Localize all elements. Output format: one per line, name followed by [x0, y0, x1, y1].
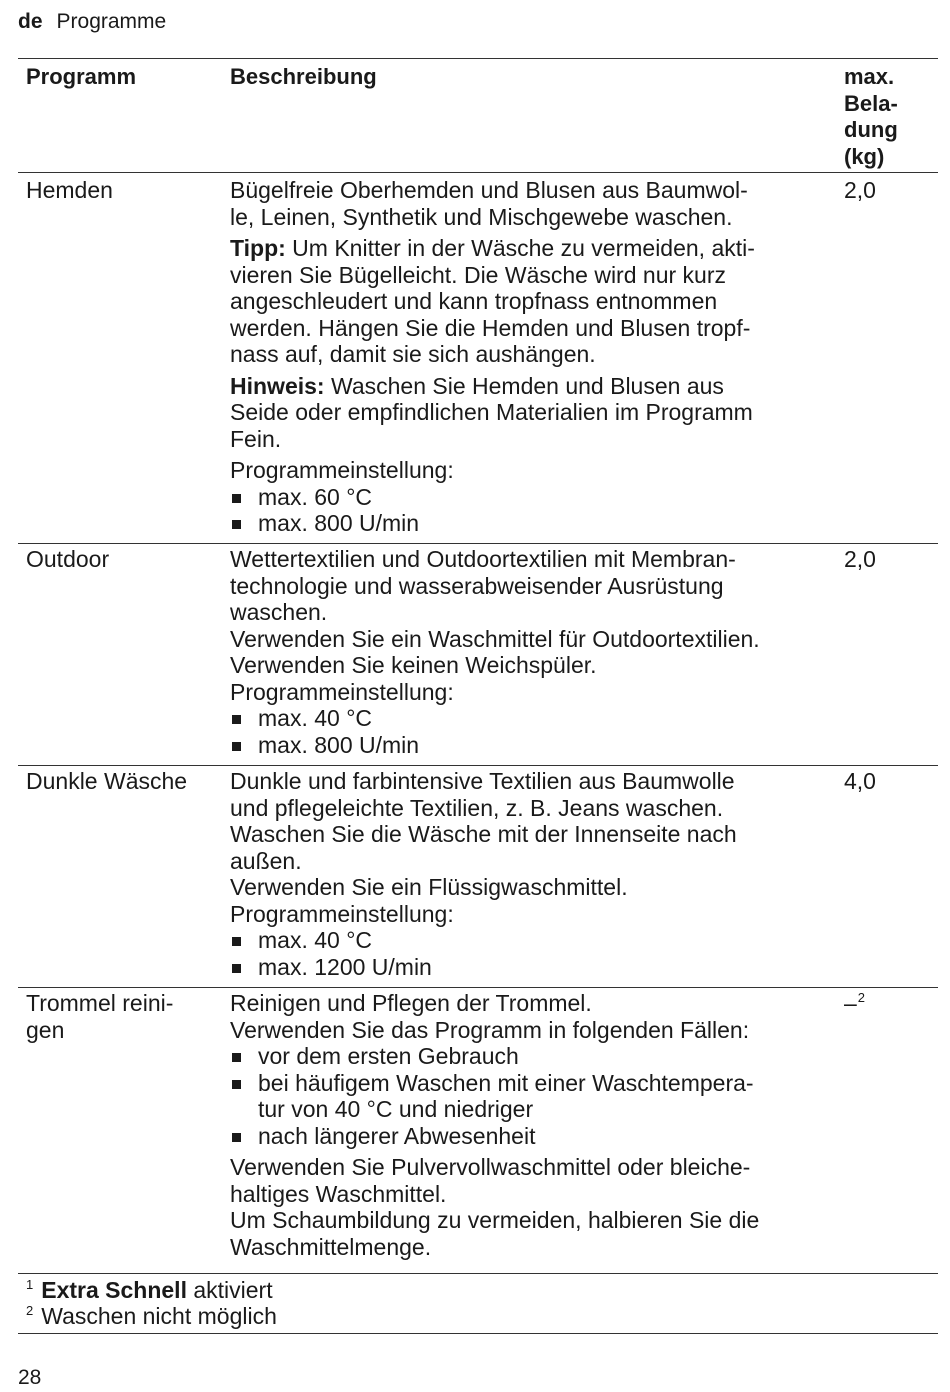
table-top-rule [18, 58, 938, 59]
list-item: max. 800 U/min [230, 732, 835, 759]
page-header [18, 9, 166, 35]
list-item: max. 800 U/min [230, 510, 835, 537]
header-description: Beschreibung [230, 64, 377, 89]
footnote: $^2$ Waschen nicht möglich [26, 1303, 277, 1329]
list-item: max. 60 °C [230, 484, 835, 511]
bullet-square-icon [232, 1053, 241, 1062]
bullet-square-icon [232, 494, 241, 503]
program-description: Wettertextilien und Outdoortextilien mit Membran- technologie und wasserabweisender Ausrüstung waschen. Verwenden Sie ein Waschmittel für Outdoortextilien. Verwenden Sie keinen Weichspüler. Programmeinstellung: max. 40 °C max. 800 U/min [230, 546, 835, 758]
tip-paragraph: Tipp: Um Knitter in der Wäsche zu vermeiden, akti- vieren Sie Bügelleicht. Die Wäsche wird nur kurz angeschleudert und kann tropfnass entnommen werden. Hängen Sie die Hemden und Blusen tropf- nass auf, damit sie sich aushängen. [230, 235, 755, 367]
row-rule [18, 987, 938, 988]
header-program: Programm [26, 64, 137, 89]
bullet-square-icon [232, 715, 241, 724]
note-label: Hinweis: [230, 372, 325, 399]
list-item: nach längerer Abwesenheit [230, 1123, 835, 1150]
program-name: Outdoor [26, 546, 110, 572]
list-item: bei häufigem Waschen mit einer Waschtempera- tur von 40 °C und niedriger [230, 1070, 835, 1123]
page-number: 28 [18, 1366, 42, 1389]
program-description: Dunkle und farbintensive Textilien aus Baumwolle und pflegeleichte Textilien, z. B. Jeans waschen. Waschen Sie die Wäsche mit der Innenseite nach außen. Verwenden Sie ein Flüssigwaschmittel. Programmeinstellung: max. 40 °C max. 1200 U/min [230, 768, 835, 980]
settings-label: Programmeinstellung: [230, 457, 454, 483]
max-load-value: 4,0 [844, 768, 876, 794]
footnote-rule [18, 1333, 938, 1334]
bullet-square-icon [232, 1080, 241, 1089]
row-rule [18, 1273, 938, 1274]
list-item: vor dem ersten Gebrauch [230, 1043, 835, 1070]
bullet-square-icon [232, 937, 241, 946]
program-name: Hemden [26, 177, 113, 203]
max-load-value: 2,0 [844, 546, 876, 572]
note-paragraph: Hinweis: Waschen Sie Hemden und Blusen aus Seide oder empfindlichen Materialien im Programm Fein. [230, 372, 753, 452]
section-title: Programme [56, 10, 167, 33]
tip-label: Tipp: [230, 235, 286, 261]
list-item: max. 1200 U/min [230, 954, 835, 981]
bullet-square-icon [232, 964, 241, 973]
row-rule [18, 765, 938, 766]
program-description: Bügelfreie Oberhemden und Blusen aus Baumwol- le, Leinen, Synthetik und Mischgewebe waschen. Tipp: Um Knitter in der Wäsche zu vermeiden, akti- vieren Sie Bügelleicht. Die Wäsche wird nur kurz angeschleudert und kann tropfnass entnommen werden. Hängen Sie die Hemden und Blusen tropf- nass auf, damit sie sich aushängen. Hinweis: Waschen Sie Hemden und Blusen aus Seide oder empfindlichen Materialien im Programm Fein. Programmeinstellung: max. 60 °C max. 800 U/min [230, 177, 835, 537]
language-code: de [18, 10, 43, 33]
header-max-load: max. Bela- dung (kg) [844, 64, 898, 169]
list-item: max. 40 °C [230, 705, 835, 732]
program-description: Reinigen und Pflegen der Trommel. Verwenden Sie das Programm in folgenden Fällen: vor dem ersten Gebrauch bei häufigem Waschen mit einer Waschtempera- tur von 40 °C und niedriger nach längerer Abwesenheit Verwenden Sie Pulvervollwaschmittel oder bleiche- haltiges Waschmittel. Um Schaumbildung zu vermeiden, halbieren Sie die Waschmittelmenge. [230, 990, 835, 1260]
row-rule [18, 543, 938, 544]
bullet-square-icon [232, 1133, 241, 1142]
bullet-square-icon [232, 520, 241, 529]
program-name: Trommel reini- gen [26, 990, 174, 1043]
max-load-value: 2,0 [844, 177, 876, 203]
footnote: $^1$ Extra Schnell aktiviert [26, 1277, 273, 1303]
list-item: max. 40 °C [230, 927, 835, 954]
bullet-square-icon [232, 742, 241, 751]
header-rule [18, 172, 938, 173]
program-name: Dunkle Wäsche [26, 768, 188, 794]
max-load-value: –$^2$ [844, 990, 866, 1016]
footnote-ref: 2 [857, 990, 866, 1005]
